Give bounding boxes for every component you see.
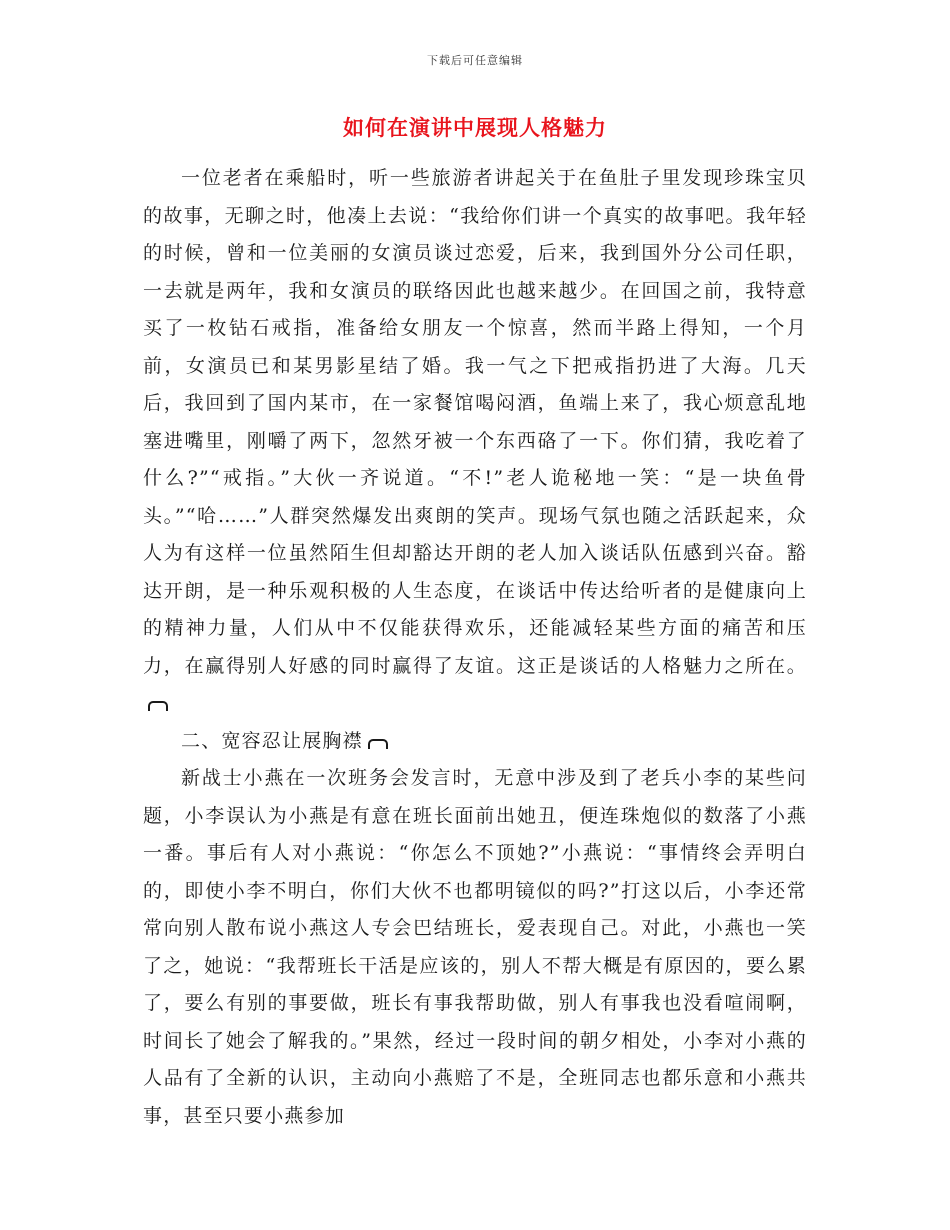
paragraph-text: 新战士小燕在一次班务会发言时，无意中涉及到了老兵小李的某些问题，小李误认为小燕是有意在班长面前出她丑，便连珠炮似的数落了小燕一番。事后有人对小燕说：“你怎么不顶她?”小燕说：“事情终会弄明白的，即使小李不明白，你们大伙不也都明镜似的吗?”打这以后，小李还常常向别人散布说小燕这人专会巴结班长，爱表现自己。对此，小燕也一笑了之，她说：“我帮班长干活是应该的，别人不帮大概是有原因的，要么累了，要么有别的事要做，班长有事我帮助做，别人有事我也没看喧闹啊，时间长了她会了解我的。”果然，经过一段时间的朝夕相处，小李对小燕的人品有了全新的认识，主动向小燕赔了不是，全班同志也都乐意和小燕共事，甚至只要小燕参加 <box>143 767 807 1127</box>
paragraph-return-mark-icon <box>148 701 168 711</box>
paragraph-return-mark-icon <box>368 739 388 749</box>
section-heading-text: 二、宽容忍让展胸襟 <box>181 729 363 752</box>
paragraph-text: 一位老者在乘船时，听一些旅游者讲起关于在鱼肚子里发现珍珠宝贝的故事，无聊之时，他凑上去说：“我给你们讲一个真实的故事吧。我年轻的时候，曾和一位美丽的女演员谈过恋爱，后来，我到国外分公司任职，一去就是两年，我和女演员的联络因此也越来越少。在回国之前，我特意买了一枚钻石戒指，准备给女朋友一个惊喜，然而半路上得知，一个月前，女演员已和某男影星结了婚。我一气之下把戒指扔进了大海。几天后，我回到了国内某市，在一家餐馆喝闷酒，鱼端上来了，我心烦意乱地塞进嘴里，刚嚼了两下，忽然牙被一个东西硌了一下。你们猜，我吃着了什么?”“戒指。”大伙一齐说道。“不!”老人诡秘地一笑：“是一块鱼骨头。”“哈……”人群突然爆发出爽朗的笑声。现场气氛也随之活跃起来，众人为有这样一位虽然陌生但却豁达开朗的老人加入谈话队伍感到兴奋。豁达开朗，是一种乐观积极的人生态度，在谈话中传达给听者的是健康向上的精神力量，人们从中不仅能获得欢乐，还能减轻某些方面的痛苦和压力，在赢得别人好感的同时赢得了友谊。这正是谈话的人格魅力之所在。 <box>143 167 807 677</box>
body-paragraph <box>143 160 807 723</box>
header-note: 下载后可任意编辑 <box>427 54 523 67</box>
document-title: 如何在演讲中展现人格魅力 <box>343 116 607 140</box>
document-body <box>143 160 807 1135</box>
body-paragraph <box>143 760 807 1135</box>
section-heading <box>143 723 807 761</box>
